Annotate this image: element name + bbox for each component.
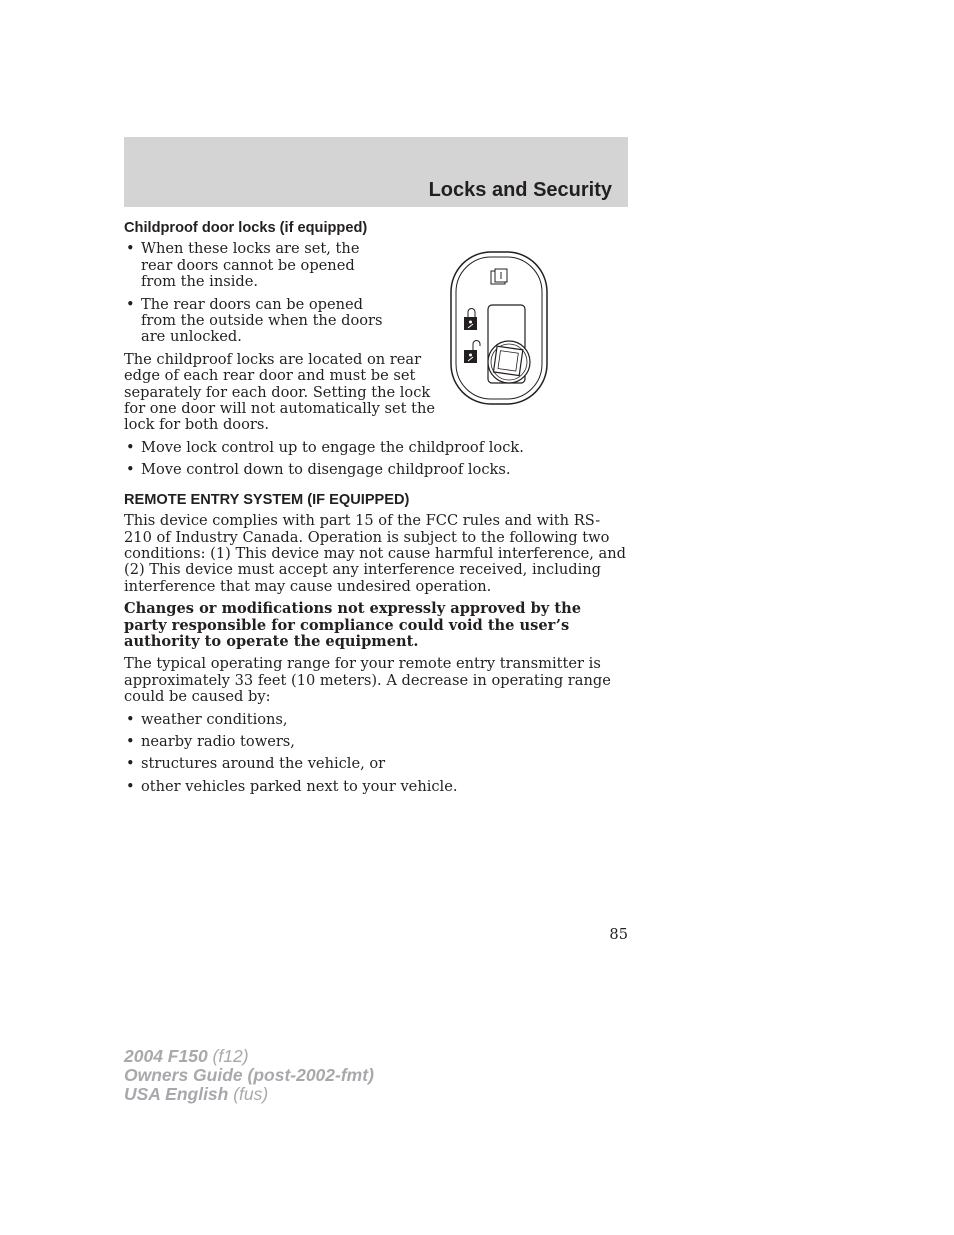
footer-language-code: (fus): [228, 1084, 269, 1104]
list-item: • weather conditions,: [124, 712, 628, 728]
main-content: [124, 220, 628, 801]
footer-line-3: [124, 1085, 374, 1104]
fcc-paragraph: This device complies with part 15 of the FCC rules and with RS-210 of Industry Canada. Operation is subject to the following two conditions: (1) This device may not cause harmful interference, and (2) This device must accept any interference received, including interference that may cause undesired operation.: [124, 512, 627, 595]
list-item: • structures around the vehicle, or: [124, 756, 628, 772]
lock-control-knob: [488, 341, 530, 383]
childproof-heading: Childproof door locks (if equipped): [124, 220, 368, 236]
footer-model: 2004 F150: [124, 1046, 208, 1066]
manual-icon: [491, 269, 507, 284]
section-title: Locks and Security: [428, 179, 612, 201]
document-footer: [124, 1047, 374, 1104]
remote-entry-heading: REMOTE ENTRY SYSTEM (IF EQUIPPED): [124, 491, 410, 508]
footer-line-1: [124, 1047, 374, 1066]
page-number: 85: [609, 926, 628, 943]
list-item: • nearby radio towers,: [124, 734, 628, 750]
range-paragraph: The typical operating range for your remote entry transmitter is approximately 33 feet (10 meters). A decrease in operating range could be caused by:: [124, 655, 611, 706]
footer-model-code: (f12): [207, 1046, 249, 1066]
range-causes: [124, 712, 628, 796]
childproof-location-paragraph: The childproof locks are located on rear edge of each rear door and must be set separately for each door. Setting the lock for one door will not automatically set the lock for both doors.: [124, 350, 436, 434]
fcc-warning: Changes or modifications not expressly approved by the party responsible for compliance could void the user’s authority to operate the equipment.: [124, 600, 581, 650]
list-item: • Move lock control up to engage the childproof lock.: [124, 440, 628, 456]
footer-line-2: Owners Guide (post-2002-fmt): [124, 1065, 374, 1085]
header-band: [124, 137, 628, 207]
childproof-lock-illustration: [448, 249, 558, 409]
footer-language: USA English: [124, 1084, 229, 1104]
childproof-steps: [124, 440, 628, 479]
childproof-bullets: [124, 241, 386, 345]
list-item: • When these locks are set, the rear doors cannot be opened from the inside.: [124, 241, 386, 290]
list-item: • Move control down to disengage childproof locks.: [124, 462, 628, 478]
list-item: • other vehicles parked next to your vehicle.: [124, 779, 628, 795]
list-item: • The rear doors can be opened from the outside when the doors are unlocked.: [124, 297, 386, 346]
